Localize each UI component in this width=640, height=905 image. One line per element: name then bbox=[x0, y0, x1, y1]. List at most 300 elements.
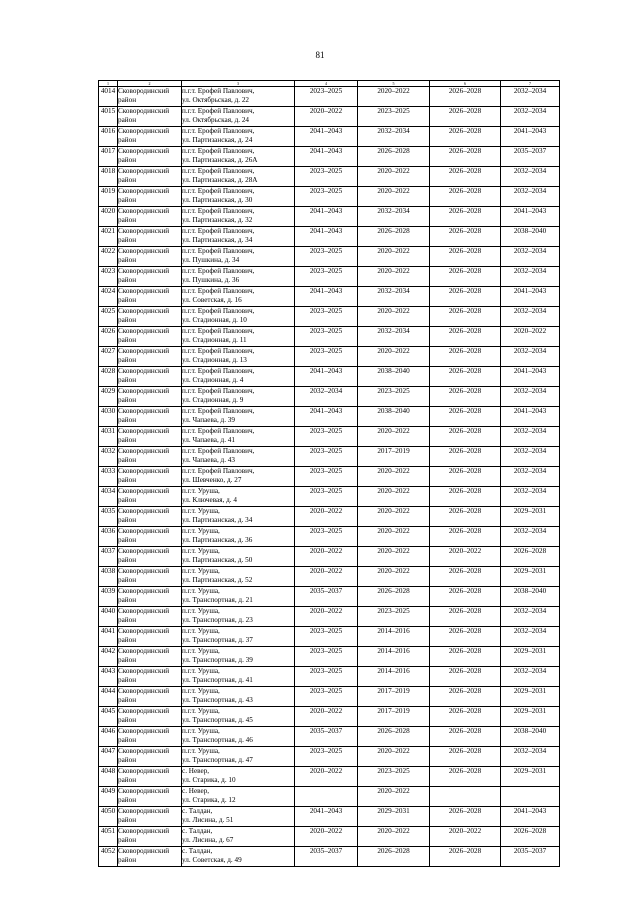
address-cell-line: п.г.т. Ерофей Павлович, bbox=[182, 367, 255, 375]
table-row bbox=[99, 227, 560, 247]
row-number-cell: 4032 bbox=[99, 447, 118, 467]
address-cell-line: ул. Партизанская, д. 50 bbox=[182, 556, 253, 564]
period-cell-col4: 2041–2043 bbox=[295, 807, 358, 827]
period-cell-col5: 2026–2028 bbox=[358, 847, 430, 867]
district-cell-line: район bbox=[118, 676, 137, 684]
period-cell-col6: 2026–2028 bbox=[430, 387, 501, 407]
period-cell-col5: 2014–2016 bbox=[358, 667, 430, 687]
district-cell bbox=[118, 767, 182, 787]
period-cell-col6: 2026–2028 bbox=[430, 687, 501, 707]
district-cell-line: Сковородинский bbox=[118, 407, 170, 415]
period-cell-col4: 2020–2022 bbox=[295, 607, 358, 627]
address-cell-line: ул. Шевченко, д. 27 bbox=[182, 476, 242, 484]
address-cell-line: ул. Стадионная, д. 11 bbox=[182, 336, 247, 344]
address-cell bbox=[182, 367, 295, 387]
row-number-cell: 4040 bbox=[99, 607, 118, 627]
period-cell-col6 bbox=[430, 787, 501, 807]
row-number-cell: 4035 bbox=[99, 507, 118, 527]
address-cell-line: п.г.т. Ерофей Павлович, bbox=[182, 287, 255, 295]
district-cell-line: район bbox=[118, 696, 137, 704]
period-cell-col5: 2020–2022 bbox=[358, 247, 430, 267]
district-cell-line: район bbox=[118, 136, 137, 144]
period-cell-col7: 2032–2034 bbox=[501, 387, 560, 407]
period-cell-col6: 2026–2028 bbox=[430, 747, 501, 767]
table-row bbox=[99, 447, 560, 467]
address-cell-line: п.г.т. Уруша, bbox=[182, 627, 220, 635]
period-cell-col4: 2023–2025 bbox=[295, 487, 358, 507]
address-cell-line: ул. Чапаева, д. 41 bbox=[182, 436, 235, 444]
column-number: 6 bbox=[430, 81, 501, 87]
period-cell-col4: 2041–2043 bbox=[295, 407, 358, 427]
period-cell-col4: 2035–2037 bbox=[295, 727, 358, 747]
period-cell-col4: 2020–2022 bbox=[295, 827, 358, 847]
period-cell-col7: 2041–2043 bbox=[501, 127, 560, 147]
period-cell-col6: 2026–2028 bbox=[430, 707, 501, 727]
address-cell bbox=[182, 207, 295, 227]
district-cell-line: район bbox=[118, 836, 137, 844]
row-number-cell: 4018 bbox=[99, 167, 118, 187]
period-cell-col6: 2026–2028 bbox=[430, 287, 501, 307]
table-row bbox=[99, 747, 560, 767]
table-row bbox=[99, 587, 560, 607]
address-cell bbox=[182, 127, 295, 147]
table-row bbox=[99, 387, 560, 407]
period-cell-col7: 2038–2040 bbox=[501, 227, 560, 247]
district-cell-line: Сковородинский bbox=[118, 687, 170, 695]
period-cell-col7: 2026–2028 bbox=[501, 547, 560, 567]
row-number-cell: 4046 bbox=[99, 727, 118, 747]
address-cell-line: ул. Партизанская, д. 24 bbox=[182, 136, 253, 144]
row-number-cell: 4025 bbox=[99, 307, 118, 327]
address-cell bbox=[182, 567, 295, 587]
district-cell bbox=[118, 607, 182, 627]
district-cell-line: Сковородинский bbox=[118, 467, 170, 475]
period-cell-col7: 2032–2034 bbox=[501, 107, 560, 127]
address-cell bbox=[182, 307, 295, 327]
period-cell-col6: 2026–2028 bbox=[430, 207, 501, 227]
district-cell-line: район bbox=[118, 216, 137, 224]
district-cell bbox=[118, 647, 182, 667]
district-cell-line: Сковородинский bbox=[118, 547, 170, 555]
row-number-cell: 4051 bbox=[99, 827, 118, 847]
table-row bbox=[99, 247, 560, 267]
district-cell bbox=[118, 627, 182, 647]
address-cell bbox=[182, 327, 295, 347]
period-cell-col5: 2020–2022 bbox=[358, 187, 430, 207]
period-cell-col4: 2023–2025 bbox=[295, 627, 358, 647]
address-cell bbox=[182, 847, 295, 867]
period-cell-col4: 2020–2022 bbox=[295, 507, 358, 527]
period-cell-col4: 2023–2025 bbox=[295, 747, 358, 767]
period-cell-col5: 2026–2028 bbox=[358, 727, 430, 747]
address-cell-line: п.г.т. Уруша, bbox=[182, 707, 220, 715]
period-cell-col7: 2041–2043 bbox=[501, 807, 560, 827]
district-cell bbox=[118, 827, 182, 847]
period-cell-col7: 2029–2031 bbox=[501, 767, 560, 787]
district-cell-line: Сковородинский bbox=[118, 327, 170, 335]
period-cell-col5: 2026–2028 bbox=[358, 227, 430, 247]
period-cell-col6: 2026–2028 bbox=[430, 727, 501, 747]
period-cell-col6: 2026–2028 bbox=[430, 587, 501, 607]
district-cell-line: Сковородинский bbox=[118, 487, 170, 495]
district-cell-line: Сковородинский bbox=[118, 187, 170, 195]
district-cell-line: район bbox=[118, 716, 137, 724]
district-cell bbox=[118, 847, 182, 867]
period-cell-col4: 2020–2022 bbox=[295, 547, 358, 567]
period-cell-col4: 2023–2025 bbox=[295, 267, 358, 287]
district-cell bbox=[118, 707, 182, 727]
address-cell-line: ул. Транспортная, д. 46 bbox=[182, 736, 253, 744]
address-cell bbox=[182, 687, 295, 707]
period-cell-col7: 2032–2034 bbox=[501, 627, 560, 647]
period-cell-col7: 2032–2034 bbox=[501, 87, 560, 107]
district-cell-line: Сковородинский bbox=[118, 427, 170, 435]
address-cell bbox=[182, 447, 295, 467]
row-number-cell: 4027 bbox=[99, 347, 118, 367]
address-cell bbox=[182, 247, 295, 267]
period-cell-col7: 2032–2034 bbox=[501, 167, 560, 187]
district-cell-line: район bbox=[118, 396, 137, 404]
row-number-cell: 4023 bbox=[99, 267, 118, 287]
district-cell-line: район bbox=[118, 736, 137, 744]
period-cell-col7: 2029–2031 bbox=[501, 687, 560, 707]
district-cell bbox=[118, 727, 182, 747]
address-cell-line: ул. Ключевая, д. 4 bbox=[182, 496, 237, 504]
row-number-cell: 4031 bbox=[99, 427, 118, 447]
period-cell-col5: 2038–2040 bbox=[358, 407, 430, 427]
district-cell-line: район bbox=[118, 156, 137, 164]
period-cell-col5: 2020–2022 bbox=[358, 347, 430, 367]
period-cell-col6: 2026–2028 bbox=[430, 367, 501, 387]
period-cell-col4 bbox=[295, 787, 358, 807]
period-cell-col7 bbox=[501, 787, 560, 807]
row-number-cell: 4041 bbox=[99, 627, 118, 647]
district-cell-line: район bbox=[118, 476, 137, 484]
district-cell bbox=[118, 747, 182, 767]
period-cell-col4: 2041–2043 bbox=[295, 287, 358, 307]
table-row bbox=[99, 147, 560, 167]
district-cell-line: Сковородинский bbox=[118, 167, 170, 175]
district-cell-line: район bbox=[118, 516, 137, 524]
row-number-cell: 4050 bbox=[99, 807, 118, 827]
district-cell-line: Сковородинский bbox=[118, 707, 170, 715]
address-cell-line: п.г.т. Ерофей Павлович, bbox=[182, 307, 255, 315]
address-cell-line: ул. Стадионная, д. 9 bbox=[182, 396, 244, 404]
period-cell-col6: 2026–2028 bbox=[430, 567, 501, 587]
address-cell-line: ул. Лисина, д. 67 bbox=[182, 836, 234, 844]
period-cell-col6: 2026–2028 bbox=[430, 147, 501, 167]
address-cell-line: п.г.т. Уруша, bbox=[182, 507, 220, 515]
period-cell-col5: 2020–2022 bbox=[358, 307, 430, 327]
table-row bbox=[99, 267, 560, 287]
address-cell-line: п.г.т. Ерофей Павлович, bbox=[182, 207, 255, 215]
district-cell-line: район bbox=[118, 376, 137, 384]
district-cell-line: Сковородинский bbox=[118, 287, 170, 295]
address-cell bbox=[182, 627, 295, 647]
table-row bbox=[99, 627, 560, 647]
period-cell-col5: 2023–2025 bbox=[358, 387, 430, 407]
address-cell-line: с. Талдан, bbox=[182, 827, 213, 835]
period-cell-col6: 2026–2028 bbox=[430, 167, 501, 187]
period-cell-col6: 2026–2028 bbox=[430, 527, 501, 547]
address-cell-line: ул. Партизанская, д. 36 bbox=[182, 536, 253, 544]
address-cell-line: п.г.т. Уруша, bbox=[182, 487, 220, 495]
table-row bbox=[99, 307, 560, 327]
address-cell-line: ул. Стадионная, д. 13 bbox=[182, 356, 247, 364]
period-cell-col7: 2029–2031 bbox=[501, 707, 560, 727]
address-cell-line: ул. Транспортная, д. 47 bbox=[182, 756, 253, 764]
period-cell-col6: 2026–2028 bbox=[430, 607, 501, 627]
district-cell-line: Сковородинский bbox=[118, 367, 170, 375]
address-cell bbox=[182, 167, 295, 187]
period-cell-col6: 2026–2028 bbox=[430, 667, 501, 687]
column-number: 7 bbox=[501, 81, 560, 87]
address-cell bbox=[182, 387, 295, 407]
row-number-cell: 4022 bbox=[99, 247, 118, 267]
table-row bbox=[99, 787, 560, 807]
period-cell-col4: 2023–2025 bbox=[295, 687, 358, 707]
period-cell-col7: 2041–2043 bbox=[501, 407, 560, 427]
address-cell-line: ул. Партизанская, д. 32 bbox=[182, 216, 253, 224]
table-row bbox=[99, 127, 560, 147]
address-cell bbox=[182, 187, 295, 207]
district-cell bbox=[118, 87, 182, 107]
row-number-cell: 4014 bbox=[99, 87, 118, 107]
period-cell-col5: 2020–2022 bbox=[358, 827, 430, 847]
row-number-cell: 4039 bbox=[99, 587, 118, 607]
address-cell-line: п.г.т. Ерофей Павлович, bbox=[182, 167, 255, 175]
period-cell-col5: 2023–2025 bbox=[358, 107, 430, 127]
district-cell-line: район bbox=[118, 336, 137, 344]
period-cell-col5: 2032–2034 bbox=[358, 327, 430, 347]
period-cell-col6: 2026–2028 bbox=[430, 87, 501, 107]
row-number-cell: 4015 bbox=[99, 107, 118, 127]
address-cell-line: ул. Октябрьская, д. 22 bbox=[182, 96, 250, 104]
district-cell-line: Сковородинский bbox=[118, 247, 170, 255]
row-number-cell: 4020 bbox=[99, 207, 118, 227]
address-cell-line: ул. Чапаева, д. 39 bbox=[182, 416, 235, 424]
district-cell-line: район bbox=[118, 416, 137, 424]
district-cell-line: Сковородинский bbox=[118, 667, 170, 675]
district-cell bbox=[118, 407, 182, 427]
address-cell bbox=[182, 147, 295, 167]
district-cell-line: Сковородинский bbox=[118, 747, 170, 755]
address-cell-line: п.г.т. Уруша, bbox=[182, 567, 220, 575]
housing-registry-table bbox=[98, 80, 560, 867]
address-cell-line: ул. Чапаева, д. 43 bbox=[182, 456, 235, 464]
period-cell-col4: 2041–2043 bbox=[295, 207, 358, 227]
table-row bbox=[99, 487, 560, 507]
row-number-cell: 4052 bbox=[99, 847, 118, 867]
address-cell-line: п.г.т. Ерофей Павлович, bbox=[182, 467, 255, 475]
period-cell-col7: 2029–2031 bbox=[501, 647, 560, 667]
address-cell-line: ул. Стадионная, д. 10 bbox=[182, 316, 247, 324]
address-cell bbox=[182, 787, 295, 807]
period-cell-col7: 2035–2037 bbox=[501, 847, 560, 867]
column-number: 1 bbox=[99, 81, 118, 87]
period-cell-col6: 2026–2028 bbox=[430, 447, 501, 467]
district-cell bbox=[118, 807, 182, 827]
district-cell-line: район bbox=[118, 796, 137, 804]
address-cell bbox=[182, 607, 295, 627]
district-cell-line: Сковородинский bbox=[118, 767, 170, 775]
address-cell-line: с. Талдан, bbox=[182, 807, 213, 815]
period-cell-col5: 2026–2028 bbox=[358, 147, 430, 167]
period-cell-col4: 2020–2022 bbox=[295, 707, 358, 727]
table-row bbox=[99, 467, 560, 487]
district-cell-line: Сковородинский bbox=[118, 87, 170, 95]
period-cell-col6: 2026–2028 bbox=[430, 407, 501, 427]
page-number: 81 bbox=[315, 50, 325, 60]
district-cell-line: район bbox=[118, 296, 137, 304]
address-cell bbox=[182, 547, 295, 567]
address-cell-line: с. Невер, bbox=[182, 767, 210, 775]
table-row bbox=[99, 407, 560, 427]
period-cell-col6: 2020–2022 bbox=[430, 547, 501, 567]
address-cell-line: ул. Транспортная, д. 37 bbox=[182, 636, 253, 644]
period-cell-col6: 2026–2028 bbox=[430, 227, 501, 247]
district-cell bbox=[118, 167, 182, 187]
address-cell-line: п.г.т. Ерофей Павлович, bbox=[182, 447, 255, 455]
period-cell-col7: 2032–2034 bbox=[501, 527, 560, 547]
period-cell-col5: 2020–2022 bbox=[358, 747, 430, 767]
period-cell-col7: 2032–2034 bbox=[501, 427, 560, 447]
period-cell-col6: 2026–2028 bbox=[430, 427, 501, 447]
address-cell-line: ул. Партизанская, д. 34 bbox=[182, 516, 253, 524]
period-cell-col7: 2032–2034 bbox=[501, 747, 560, 767]
address-cell-line: ул. Старика, д. 12 bbox=[182, 796, 236, 804]
period-cell-col4: 2023–2025 bbox=[295, 447, 358, 467]
period-cell-col5: 2032–2034 bbox=[358, 287, 430, 307]
address-cell-line: п.г.т. Ерофей Павлович, bbox=[182, 107, 255, 115]
address-cell-line: п.г.т. Ерофей Павлович, bbox=[182, 267, 255, 275]
period-cell-col5: 2032–2034 bbox=[358, 127, 430, 147]
district-cell-line: Сковородинский bbox=[118, 727, 170, 735]
address-cell-line: п.г.т. Уруша, bbox=[182, 687, 220, 695]
period-cell-col7: 2041–2043 bbox=[501, 287, 560, 307]
table-row bbox=[99, 207, 560, 227]
district-cell-line: Сковородинский bbox=[118, 847, 170, 855]
address-cell-line: п.г.т. Ерофей Павлович, bbox=[182, 127, 255, 135]
table-row bbox=[99, 427, 560, 447]
period-cell-col7: 2032–2034 bbox=[501, 467, 560, 487]
row-number-cell: 4049 bbox=[99, 787, 118, 807]
district-cell bbox=[118, 387, 182, 407]
period-cell-col7: 2032–2034 bbox=[501, 347, 560, 367]
row-number-cell: 4037 bbox=[99, 547, 118, 567]
period-cell-col4: 2023–2025 bbox=[295, 307, 358, 327]
address-cell bbox=[182, 707, 295, 727]
district-cell-line: район bbox=[118, 656, 137, 664]
period-cell-col5: 2020–2022 bbox=[358, 547, 430, 567]
address-cell-line: п.г.т. Ерофей Павлович, bbox=[182, 87, 255, 95]
district-cell-line: район bbox=[118, 616, 137, 624]
period-cell-col7: 2032–2034 bbox=[501, 607, 560, 627]
address-cell-line: п.г.т. Уруша, bbox=[182, 727, 220, 735]
table-row bbox=[99, 367, 560, 387]
period-cell-col5: 2017–2019 bbox=[358, 687, 430, 707]
period-cell-col7: 2032–2034 bbox=[501, 487, 560, 507]
district-cell-line: район bbox=[118, 176, 137, 184]
address-cell bbox=[182, 467, 295, 487]
period-cell-col6: 2026–2028 bbox=[430, 627, 501, 647]
period-cell-col6: 2026–2028 bbox=[430, 507, 501, 527]
district-cell-line: Сковородинский bbox=[118, 347, 170, 355]
period-cell-col4: 2023–2025 bbox=[295, 647, 358, 667]
period-cell-col4: 2041–2043 bbox=[295, 147, 358, 167]
district-cell bbox=[118, 287, 182, 307]
address-cell-line: ул. Транспортная, д. 45 bbox=[182, 716, 253, 724]
period-cell-col7: 2041–2043 bbox=[501, 367, 560, 387]
address-cell-line: ул. Партизанская, д. 26А bbox=[182, 156, 258, 164]
period-cell-col4: 2023–2025 bbox=[295, 527, 358, 547]
address-cell-line: п.г.т. Ерофей Павлович, bbox=[182, 387, 255, 395]
period-cell-col6: 2026–2028 bbox=[430, 767, 501, 787]
district-cell-line: Сковородинский bbox=[118, 807, 170, 815]
address-cell-line: ул. Транспортная, д. 41 bbox=[182, 676, 253, 684]
address-cell-line: п.г.т. Уруша, bbox=[182, 587, 220, 595]
district-cell-line: Сковородинский bbox=[118, 227, 170, 235]
address-cell-line: п.г.т. Уруша, bbox=[182, 547, 220, 555]
district-cell bbox=[118, 187, 182, 207]
address-cell-line: ул. Партизанская, д. 28А bbox=[182, 176, 258, 184]
period-cell-col6: 2026–2028 bbox=[430, 487, 501, 507]
district-cell-line: Сковородинский bbox=[118, 567, 170, 575]
address-cell-line: ул. Октябрьская, д. 24 bbox=[182, 116, 250, 124]
period-cell-col5: 2020–2022 bbox=[358, 787, 430, 807]
table-row bbox=[99, 807, 560, 827]
district-cell bbox=[118, 547, 182, 567]
address-cell-line: п.г.т. Ерофей Павлович, bbox=[182, 427, 255, 435]
period-cell-col5: 2032–2034 bbox=[358, 207, 430, 227]
period-cell-col5: 2020–2022 bbox=[358, 167, 430, 187]
period-cell-col5: 2038–2040 bbox=[358, 367, 430, 387]
address-cell bbox=[182, 727, 295, 747]
district-cell-line: район bbox=[118, 316, 137, 324]
period-cell-col6: 2026–2028 bbox=[430, 267, 501, 287]
table-row bbox=[99, 767, 560, 787]
period-cell-col7: 2020–2022 bbox=[501, 327, 560, 347]
period-cell-col7: 2041–2043 bbox=[501, 207, 560, 227]
period-cell-col6: 2026–2028 bbox=[430, 187, 501, 207]
period-cell-col6: 2026–2028 bbox=[430, 467, 501, 487]
period-cell-col4: 2041–2043 bbox=[295, 227, 358, 247]
address-cell bbox=[182, 807, 295, 827]
period-cell-col7: 2032–2034 bbox=[501, 187, 560, 207]
period-cell-col4: 2023–2025 bbox=[295, 247, 358, 267]
period-cell-col6: 2026–2028 bbox=[430, 347, 501, 367]
district-cell-line: район bbox=[118, 276, 137, 284]
address-cell-line: п.г.т. Уруша, bbox=[182, 647, 220, 655]
address-cell-line: ул. Советская, д. 16 bbox=[182, 296, 242, 304]
address-cell bbox=[182, 267, 295, 287]
period-cell-col4: 2020–2022 bbox=[295, 567, 358, 587]
table-row bbox=[99, 107, 560, 127]
period-cell-col4: 2023–2025 bbox=[295, 167, 358, 187]
period-cell-col6: 2026–2028 bbox=[430, 247, 501, 267]
address-cell-line: п.г.т. Ерофей Павлович, bbox=[182, 347, 255, 355]
address-cell-line: п.г.т. Уруша, bbox=[182, 607, 220, 615]
row-number-cell: 4048 bbox=[99, 767, 118, 787]
period-cell-col4: 2023–2025 bbox=[295, 667, 358, 687]
row-number-cell: 4030 bbox=[99, 407, 118, 427]
district-cell bbox=[118, 307, 182, 327]
district-cell-line: район bbox=[118, 556, 137, 564]
address-cell bbox=[182, 287, 295, 307]
address-cell-line: ул. Пушкина, д. 36 bbox=[182, 276, 240, 284]
district-cell-line: Сковородинский bbox=[118, 107, 170, 115]
district-cell-line: Сковородинский bbox=[118, 387, 170, 395]
